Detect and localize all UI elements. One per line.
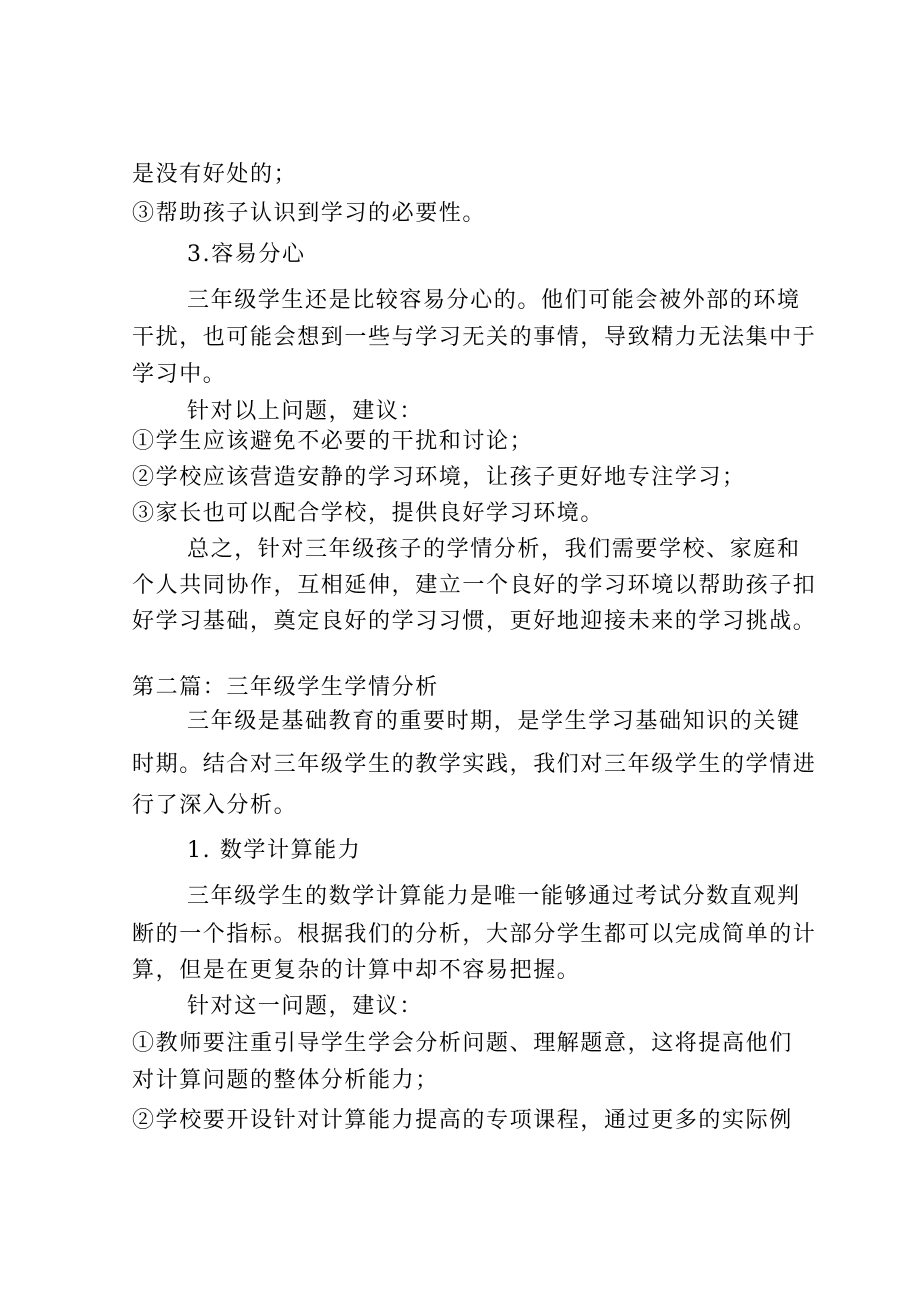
list-item: ②学校应该营造安静的学习环境，让孩子更好地专注学习； (132, 465, 746, 490)
text-line: 三年级学生还是比较容易分心的。他们可能会被外部的环境 (187, 288, 801, 313)
text-line: ③帮助孩子认识到学习的必要性。 (132, 201, 487, 226)
list-item: ②学校要开设针对计算能力提高的专项课程，通过更多的实际例 (132, 1108, 793, 1133)
text-line: 断的一个指标。根据我们的分析，大部分学生都可以完成简单的计 (132, 922, 817, 947)
list-item: ①教师要注重引导学生学会分析问题、理解题意，这将提高他们 (132, 1031, 793, 1056)
list-item: ①学生应该避免不必要的干扰和讨论； (132, 429, 534, 454)
text-line: 行了深入分析。 (132, 793, 298, 818)
text-line: 学习中。 (132, 362, 227, 387)
text-line: 三年级学生的数学计算能力是唯一能够通过考试分数直观判 (187, 884, 801, 909)
text-line: 个人共同协作，互相延伸，建立一个良好的学习环境以帮助孩子扣 (132, 573, 817, 598)
text-line: 干扰，也可能会想到一些与学习无关的事情，导致精力无法集中于 (132, 325, 817, 350)
text-line: 是没有好处的； (132, 162, 298, 187)
chapter-title: 第二篇：三年级学生学情分析 (132, 675, 439, 700)
list-item-continuation: 对计算问题的整体分析能力； (132, 1068, 439, 1093)
text-line: 三年级是基础教育的重要时期，是学生学习基础知识的关键 (187, 709, 801, 734)
text-line: 好学习基础，奠定良好的学习习惯，更好地迎接未来的学习挑战。 (132, 609, 817, 634)
text-line: 算，但是在更复杂的计算中却不容易把握。 (132, 958, 581, 983)
section-heading: 1. 数学计算能力 (187, 838, 362, 863)
list-item: ③家长也可以配合学校，提供良好学习环境。 (132, 501, 605, 526)
text-line: 时期。结合对三年级学生的教学实践，我们对三年级学生的学情进 (132, 752, 817, 777)
section-heading: 3.容易分心 (187, 242, 306, 267)
text-line: 总之，针对三年级孩子的学情分析，我们需要学校、家庭和 (187, 537, 801, 562)
text-line: 针对以上问题，建议： (187, 399, 424, 424)
text-line: 针对这一问题，建议： (187, 994, 424, 1019)
